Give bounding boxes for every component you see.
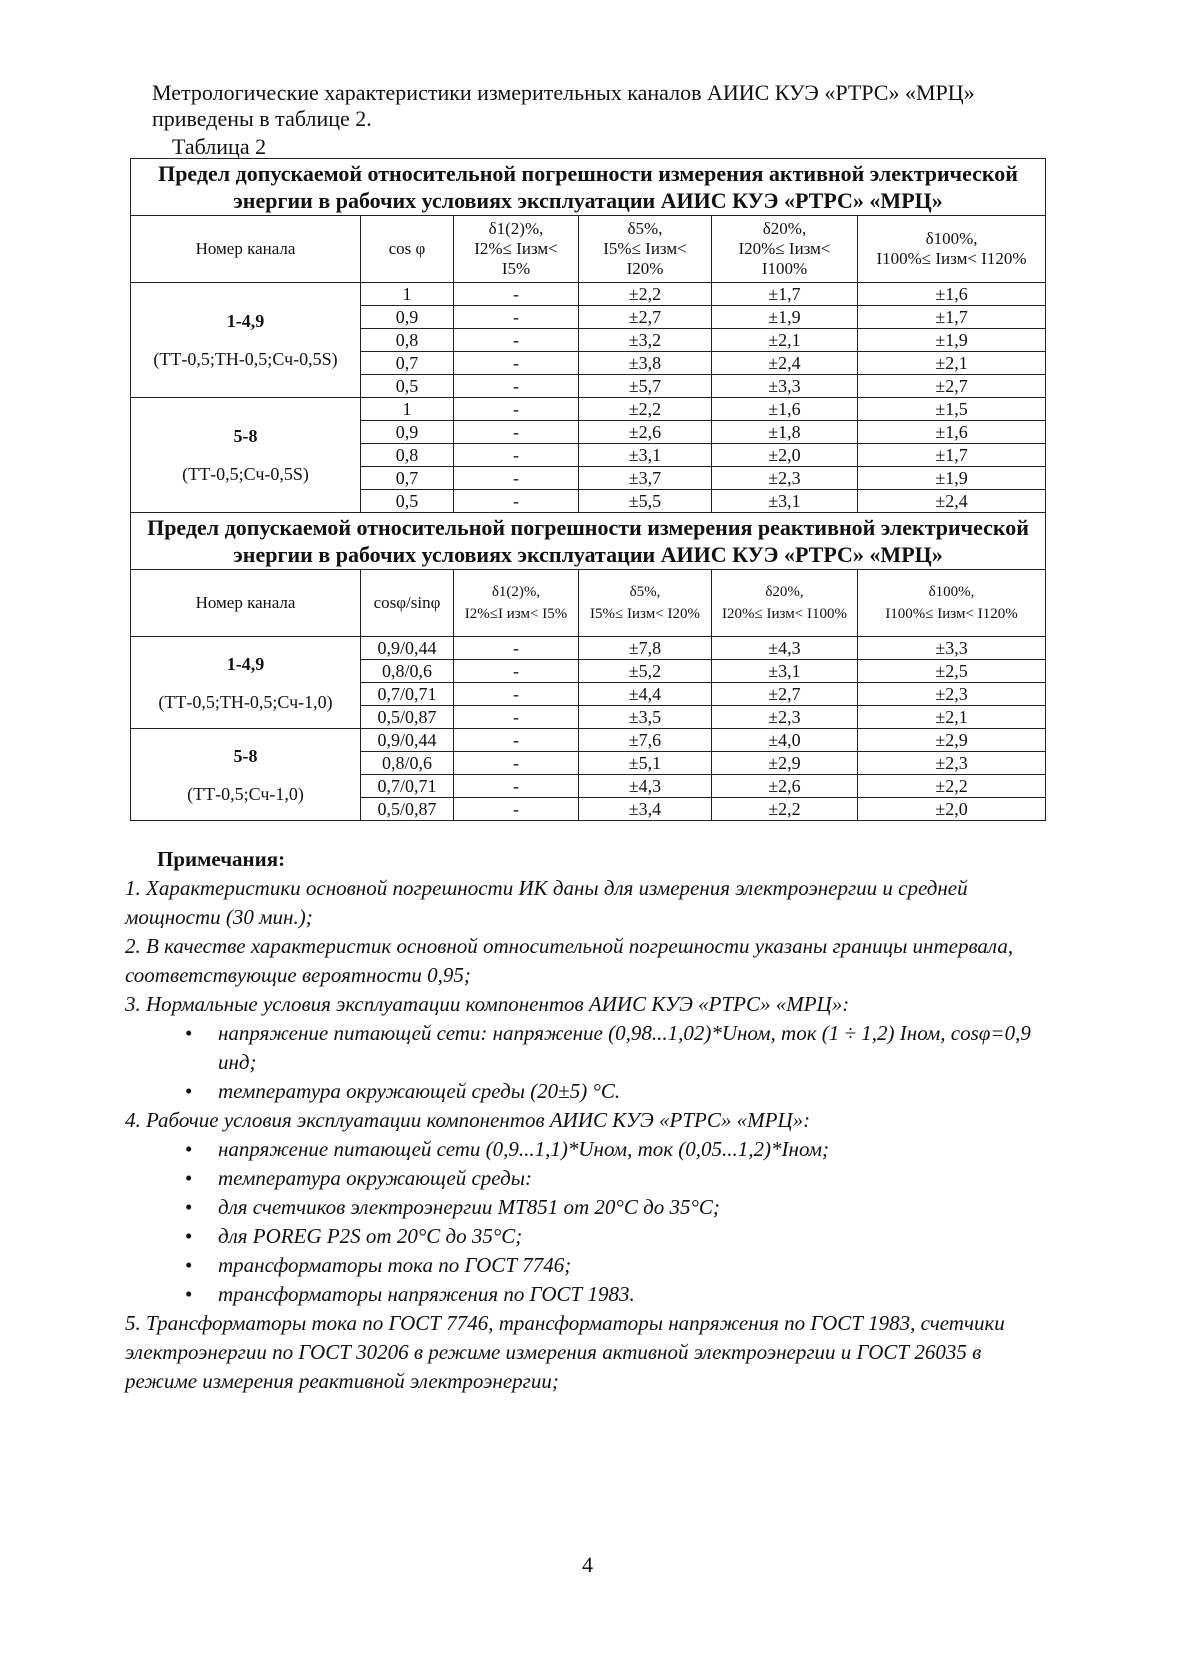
cell-d20: ±2,7	[712, 683, 858, 706]
column-header-row	[131, 570, 1046, 637]
col-header-delta-range: I100%≤ Iизм< I120%	[885, 606, 1018, 622]
col-header-delta	[712, 216, 858, 283]
cell-d100: ±1,7	[858, 444, 1046, 467]
notes-section	[125, 845, 1055, 1396]
channel-numbers: 1-4,9	[226, 653, 265, 674]
bullet-icon: •	[185, 1021, 193, 1045]
note-3-bullet-2: • температура окружающей среды (20±5) °С.	[185, 1077, 1055, 1106]
col-header-cos: cos φ	[361, 216, 454, 283]
note-4-bullet-2: • температура окружающей среды:	[185, 1164, 1055, 1193]
section-title: Предел допускаемой относительной погрешности измерения активной электрической энергии в рабочих условиях эксплуатации АИИС КУЭ «РТРС» «МРЦ»	[131, 159, 1046, 216]
bullet-icon: •	[185, 1137, 193, 1161]
cell-cos: 0,7	[361, 352, 454, 375]
cell-d5: ±5,7	[579, 375, 712, 398]
cell-d1: -	[454, 706, 579, 729]
cell-d5: ±3,8	[579, 352, 712, 375]
cell-d5: ±3,4	[579, 798, 712, 821]
note-4-bullet-4: • для POREG P2S от 20°С до 35°С;	[185, 1222, 1055, 1251]
note-3-bullet-1: • напряжение питающей сети: напряжение (0,98...1,02)*Uном, ток (1 ÷ 1,2) Iном, cosφ=0,9 инд;	[185, 1021, 1031, 1074]
cell-d100: ±2,3	[858, 683, 1046, 706]
cell-d100: ±1,7	[858, 306, 1046, 329]
note-2: 2. В качестве характеристик основной относительной погрешности указаны границы интервала, соответствующие вероятности 0,95;	[125, 934, 1014, 987]
cell-d5: ±7,6	[579, 729, 712, 752]
col-header-delta-symbol: δ1(2)%,	[488, 219, 544, 238]
bullet-icon: •	[185, 1282, 193, 1306]
col-header-delta-range: I2%≤I изм< I5%	[464, 606, 568, 622]
cell-d100: ±3,3	[858, 637, 1046, 660]
column-header-row	[131, 216, 1046, 283]
col-header-delta-symbol: δ1(2)%,	[491, 584, 541, 600]
cell-cos: 1	[361, 283, 454, 306]
cell-d5: ±2,2	[579, 283, 712, 306]
cell-d20: ±1,8	[712, 421, 858, 444]
col-header-delta-symbol: δ5%,	[627, 219, 663, 238]
channel-numbers: 5-8	[233, 745, 258, 766]
cell-d5: ±3,2	[579, 329, 712, 352]
cell-d5: ±5,1	[579, 752, 712, 775]
cell-d100: ±1,9	[858, 329, 1046, 352]
cell-d20: ±2,6	[712, 775, 858, 798]
bullet-icon: •	[185, 1224, 193, 1248]
section-title-row	[131, 159, 1046, 216]
table-row	[131, 398, 1046, 421]
cell-d20: ±2,1	[712, 329, 858, 352]
cell-d1: -	[454, 798, 579, 821]
cell-d100: ±2,5	[858, 660, 1046, 683]
col-header-channel: Номер канала	[131, 570, 361, 637]
cell-d1: -	[454, 306, 579, 329]
col-header-delta	[454, 570, 579, 637]
intro-paragraph: Метрологические характеристики измерительных каналов АИИС КУЭ «РТРС» «МРЦ» приведены в таблице 2.	[152, 80, 975, 131]
section-title-row	[131, 513, 1046, 570]
col-header-delta	[858, 570, 1046, 637]
cell-d5: ±2,2	[579, 398, 712, 421]
bullet-icon: •	[185, 1195, 193, 1219]
cell-d1: -	[454, 752, 579, 775]
channel-group-cell	[131, 729, 361, 821]
cell-d1: -	[454, 398, 579, 421]
cell-d5: ±3,1	[579, 444, 712, 467]
channel-numbers: 1-4,9	[226, 311, 265, 331]
note-5: 5. Трансформаторы тока по ГОСТ 7746, трансформаторы напряжения по ГОСТ 1983, счетчики электроэнергии по ГОСТ 30206 в режиме измерения активной электроэнергии и ГОСТ 26035 в режиме измерения реактивной электроэнергии;	[125, 1311, 1005, 1393]
cell-d20: ±1,6	[712, 398, 858, 421]
cell-d20: ±1,7	[712, 283, 858, 306]
col-header-delta	[858, 216, 1046, 283]
cell-d20: ±2,3	[712, 467, 858, 490]
cell-d1: -	[454, 375, 579, 398]
cell-cos: 0,5	[361, 375, 454, 398]
cell-d1: -	[454, 352, 579, 375]
col-header-delta-symbol: δ20%,	[765, 584, 804, 600]
col-header-delta-range: I20%≤ Iизм< I100%	[722, 606, 847, 622]
cell-d5: ±5,2	[579, 660, 712, 683]
channel-classes: (ТТ-0,5;Сч-0,5S)	[182, 464, 309, 484]
col-header-delta-range: I20%≤ Iизм< I100%	[738, 239, 831, 278]
channel-group-cell	[131, 398, 361, 513]
note-4-bullet-5: • трансформаторы тока по ГОСТ 7746;	[185, 1251, 1055, 1280]
col-header-delta	[579, 216, 712, 283]
cell-cos: 0,5/0,87	[361, 706, 454, 729]
cell-cos: 0,9/0,44	[361, 637, 454, 660]
note-3: 3. Нормальные условия эксплуатации компонентов АИИС КУЭ «РТРС» «МРЦ»:	[125, 992, 850, 1016]
col-header-delta	[454, 216, 579, 283]
bullet-icon: •	[185, 1079, 193, 1103]
cell-cos: 0,7/0,71	[361, 775, 454, 798]
cell-d100: ±2,2	[858, 775, 1046, 798]
table-row	[131, 637, 1046, 660]
cell-d20: ±4,0	[712, 729, 858, 752]
cell-d100: ±1,5	[858, 398, 1046, 421]
note-3-bullets	[125, 1019, 1055, 1106]
cell-d100: ±2,4	[858, 490, 1046, 513]
page-number: 4	[582, 1552, 593, 1577]
cell-cos: 0,8/0,6	[361, 660, 454, 683]
col-header-channel: Номер канала	[131, 216, 361, 283]
cell-cos: 0,8	[361, 444, 454, 467]
cell-cos: 0,9	[361, 306, 454, 329]
cell-d1: -	[454, 421, 579, 444]
col-header-cos: cosφ/sinφ	[361, 570, 454, 637]
channel-classes: (ТТ-0,5;ТН-0,5;Сч-0,5S)	[153, 349, 338, 369]
cell-d1: -	[454, 490, 579, 513]
note-4: 4. Рабочие условия эксплуатации компонентов АИИС КУЭ «РТРС» «МРЦ»:	[125, 1108, 811, 1132]
channel-classes: (ТТ-0,5;ТН-0,5;Сч-1,0)	[158, 691, 333, 712]
note-4-bullet-6: • трансформаторы напряжения по ГОСТ 1983.	[185, 1280, 1055, 1309]
note-4-bullet-1: • напряжение питающей сети (0,9...1,1)*Uном, ток (0,05...1,2)*Iном;	[185, 1135, 1055, 1164]
cell-d5: ±3,7	[579, 467, 712, 490]
cell-cos: 0,7	[361, 467, 454, 490]
channel-classes: (ТТ-0,5;Сч-1,0)	[187, 783, 304, 804]
cell-d100: ±2,0	[858, 798, 1046, 821]
active-energy-section	[131, 159, 1046, 513]
cell-d100: ±1,6	[858, 421, 1046, 444]
cell-cos: 0,7/0,71	[361, 683, 454, 706]
cell-d20: ±3,1	[712, 660, 858, 683]
cell-d20: ±4,3	[712, 637, 858, 660]
metrology-table	[130, 158, 1046, 821]
col-header-delta-symbol: δ100%,	[925, 229, 978, 248]
col-header-delta-range: I100%≤ Iизм< I120%	[876, 249, 1027, 268]
cell-d20: ±1,9	[712, 306, 858, 329]
cell-d1: -	[454, 444, 579, 467]
cell-d5: ±7,8	[579, 637, 712, 660]
cell-d20: ±2,3	[712, 706, 858, 729]
col-header-delta	[712, 570, 858, 637]
cell-d100: ±2,3	[858, 752, 1046, 775]
cell-d1: -	[454, 775, 579, 798]
bullet-icon: •	[185, 1253, 193, 1277]
cell-d1: -	[454, 329, 579, 352]
cell-d100: ±1,6	[858, 283, 1046, 306]
channel-group-cell	[131, 637, 361, 729]
cell-d1: -	[454, 467, 579, 490]
bullet-icon: •	[185, 1166, 193, 1190]
note-4-bullets	[125, 1135, 1055, 1309]
table-caption: Таблица 2	[172, 134, 267, 159]
cell-d5: ±2,7	[579, 306, 712, 329]
col-header-delta-symbol: δ5%,	[629, 584, 661, 600]
cell-cos: 1	[361, 398, 454, 421]
col-header-delta-range: I5%≤ Iизм< I20%	[603, 239, 687, 278]
cell-d1: -	[454, 660, 579, 683]
col-header-delta-range: I5%≤ Iизм< I20%	[590, 606, 700, 622]
cell-cos: 0,5/0,87	[361, 798, 454, 821]
cell-d5: ±5,5	[579, 490, 712, 513]
cell-cos: 0,5	[361, 490, 454, 513]
channel-numbers: 5-8	[233, 426, 258, 446]
cell-d5: ±2,6	[579, 421, 712, 444]
cell-d1: -	[454, 283, 579, 306]
cell-cos: 0,9	[361, 421, 454, 444]
cell-d20: ±2,2	[712, 798, 858, 821]
reactive-energy-section	[131, 513, 1046, 821]
cell-d5: ±4,4	[579, 683, 712, 706]
section-title: Предел допускаемой относительной погрешности измерения реактивной электрической энергии в рабочих условиях эксплуатации АИИС КУЭ «РТРС» «МРЦ»	[131, 513, 1046, 570]
channel-group-cell	[131, 283, 361, 398]
cell-d20: ±2,9	[712, 752, 858, 775]
col-header-delta-symbol: δ100%,	[928, 584, 975, 600]
notes-title: Примечания:	[157, 847, 286, 871]
cell-d100: ±2,9	[858, 729, 1046, 752]
cell-cos: 0,8/0,6	[361, 752, 454, 775]
cell-d20: ±2,4	[712, 352, 858, 375]
cell-d100: ±2,1	[858, 706, 1046, 729]
cell-d100: ±1,9	[858, 467, 1046, 490]
cell-d5: ±4,3	[579, 775, 712, 798]
cell-d20: ±2,0	[712, 444, 858, 467]
cell-d100: ±2,7	[858, 375, 1046, 398]
note-1: 1. Характеристики основной погрешности ИК даны для измерения электроэнергии и средней мощности (30 мин.);	[125, 876, 968, 929]
cell-d100: ±2,1	[858, 352, 1046, 375]
cell-d1: -	[454, 637, 579, 660]
cell-d1: -	[454, 683, 579, 706]
col-header-delta-range: I2%≤ Iизм< I5%	[474, 239, 558, 278]
table-row	[131, 283, 1046, 306]
cell-cos: 0,9/0,44	[361, 729, 454, 752]
cell-d20: ±3,1	[712, 490, 858, 513]
col-header-delta	[579, 570, 712, 637]
cell-d1: -	[454, 729, 579, 752]
table-row	[131, 729, 1046, 752]
note-4-bullet-3: • для счетчиков электроэнергии МТ851 от 20°С до 35°С;	[185, 1193, 1055, 1222]
cell-d20: ±3,3	[712, 375, 858, 398]
cell-cos: 0,8	[361, 329, 454, 352]
col-header-delta-symbol: δ20%,	[762, 219, 807, 238]
cell-d5: ±3,5	[579, 706, 712, 729]
